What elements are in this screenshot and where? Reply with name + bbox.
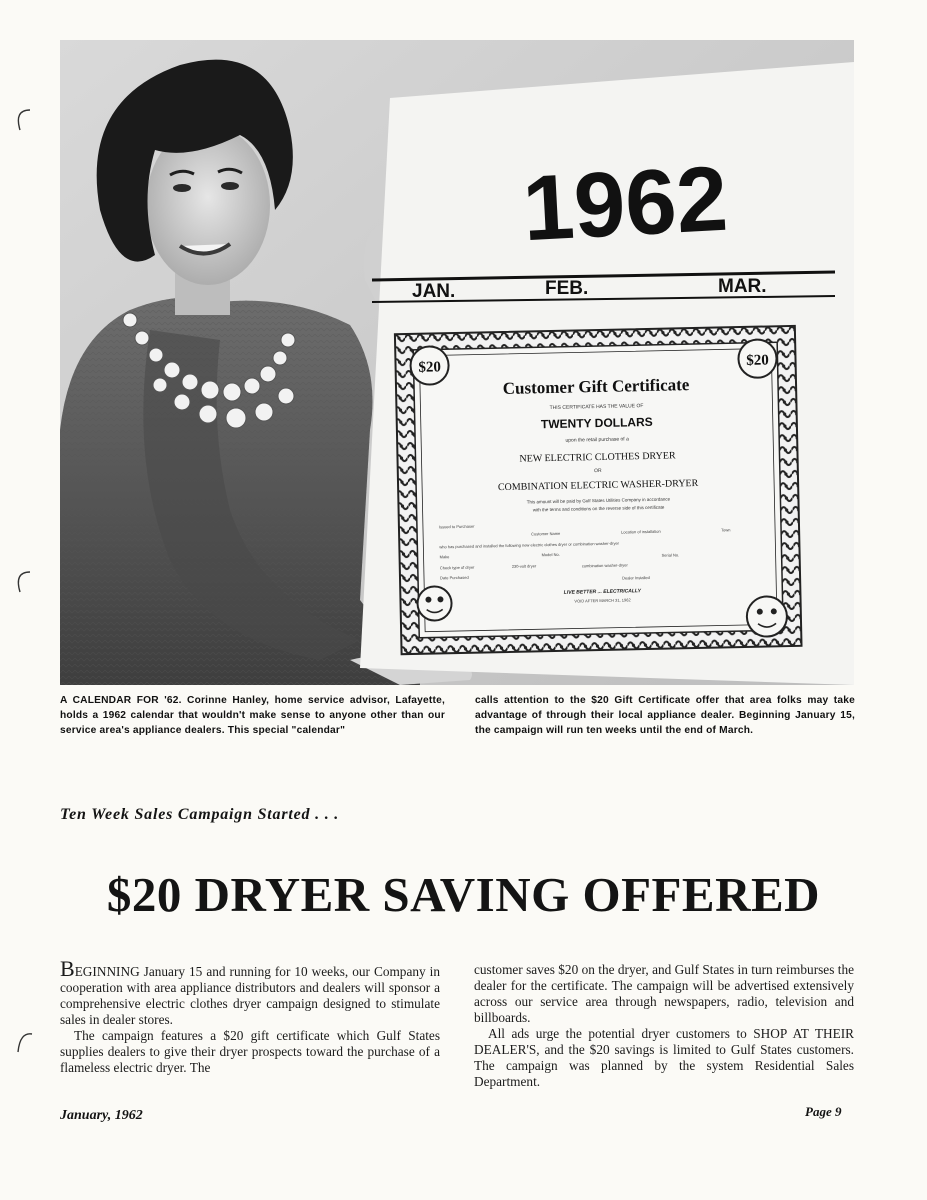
article-paragraph: customer saves $20 on the dryer, and Gulf States in turn reimburses the dealer for the certificate. The campaign will be advertised extensively across our service area through newspapers, radio, television and billboards. bbox=[474, 962, 854, 1025]
certificate-field: 230-volt dryer bbox=[511, 563, 537, 569]
article-paragraph: The campaign features a $20 gift certificate which Gulf States supplies dealers to give their dryer prospects toward the purchase of a flameless electric dryer. The bbox=[60, 1028, 440, 1075]
certificate-product: COMBINATION ELECTRIC WASHER-DRYER bbox=[497, 477, 699, 494]
certificate-field: Town bbox=[721, 527, 731, 533]
certificate-field: Issued to Purchaser bbox=[438, 523, 475, 530]
certificate-field: Date Purchased bbox=[439, 574, 469, 581]
feature-photo bbox=[60, 40, 854, 685]
certificate-text: upon the retail purchase of a bbox=[565, 436, 629, 444]
calendar-month: MAR. bbox=[718, 276, 767, 297]
punch-hole-mark bbox=[0, 100, 36, 160]
article-headline: $20 DRYER SAVING OFFERED bbox=[106, 867, 821, 922]
article-paragraph: All ads urge the potential dryer customers to SHOP AT THEIR DEALER'S, and the $20 savings is limited to Gulf States customers. The campaign was planned by the system Residential Sales Department. bbox=[474, 1026, 854, 1089]
certificate-field: Location of installation bbox=[621, 528, 661, 535]
certificate-field: combination washer-dryer bbox=[581, 562, 628, 569]
calendar-month: JAN. bbox=[412, 281, 456, 302]
page-number: Page 9 bbox=[805, 1104, 842, 1119]
certificate-slogan: LIVE BETTER ... ELECTRICALLY bbox=[563, 588, 641, 596]
certificate-field: Dealer Installed bbox=[622, 574, 650, 581]
certificate-badge: $20 bbox=[418, 359, 442, 376]
footer-date: January, 1962 bbox=[60, 1108, 143, 1123]
photo-caption-right: calls attention to the $20 Gift Certificate offer that area folks may take advantage of through their local appliance dealer. Beginning January 15, the campaign will run ten weeks until the end of March. bbox=[475, 695, 855, 736]
certificate-field: Model No. bbox=[541, 551, 560, 558]
certificate-title: Customer Gift Certificate bbox=[502, 375, 690, 399]
certificate-product: NEW ELECTRIC CLOTHES DRYER bbox=[519, 450, 676, 465]
article-paragraph: BEGINNING January 15 and running for 10 weeks, our Company in cooperation with area appliance distributors and dealers will sponsor a comprehensive electric clothes dryer campaign designed to stimulate sales in dealer stores. bbox=[60, 956, 440, 1027]
photo-caption-left: A CALENDAR FOR '62. Corinne Hanley, home service advisor, Lafayette, holds a 1962 calendar that wouldn't make sense to anyone other than our service area's appliance dealers. This special "calendar" bbox=[60, 695, 445, 736]
certificate-field: Serial No. bbox=[661, 552, 680, 558]
certificate-field: Customer Name bbox=[531, 530, 561, 537]
calendar-month: FEB. bbox=[545, 278, 589, 299]
certificate-field: who has purchased and installed the following new electric clothes dryer or combination washer-dryer bbox=[439, 540, 620, 550]
gift-certificate bbox=[395, 326, 802, 654]
certificate-text: OR bbox=[593, 467, 602, 475]
article-kicker: Ten Week Sales Campaign Started . . . bbox=[60, 806, 340, 823]
article-column-left bbox=[60, 956, 440, 1076]
certificate-text: with the terms and conditions on the reverse side of this certificate bbox=[532, 504, 665, 513]
reddy-kilowatt-mascot bbox=[746, 596, 787, 637]
certificate-field: Make bbox=[439, 554, 450, 560]
certificate-field: Check type of dryer bbox=[439, 564, 475, 571]
punch-hole-mark bbox=[0, 562, 36, 622]
certificate-text: This amount will be paid by Gulf States Utilities Company in accordance bbox=[526, 496, 671, 505]
certificate-badge: $20 bbox=[746, 352, 769, 369]
certificate-text: THIS CERTIFICATE HAS THE VALUE OF bbox=[549, 403, 644, 412]
calendar-year: 1962 bbox=[520, 147, 731, 261]
drop-cap: B bbox=[60, 956, 75, 981]
reddy-kilowatt-mascot bbox=[417, 586, 452, 621]
certificate-void: VOID AFTER MARCH 31, 1962 bbox=[574, 597, 631, 604]
certificate-amount: TWENTY DOLLARS bbox=[540, 414, 653, 432]
article-column-right bbox=[474, 962, 854, 1090]
punch-hole-mark bbox=[0, 1022, 36, 1082]
